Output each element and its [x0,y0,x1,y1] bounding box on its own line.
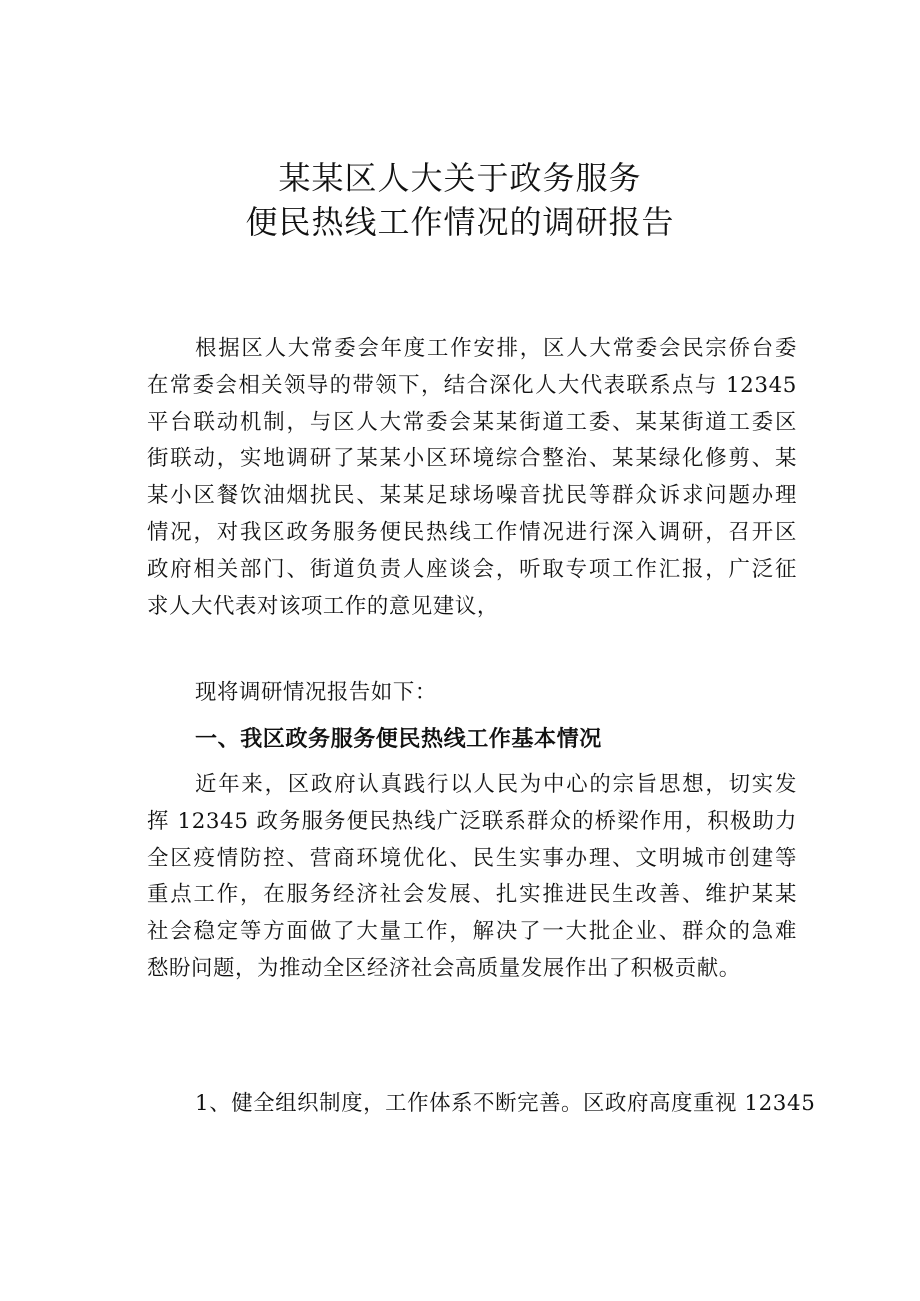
paragraph-line: 某小区餐饮油烟扰民、某某足球场噪音扰民等群众诉求问题办理 [147,483,797,509]
paragraph-line: 全区疫情防控、营商环境优化、民生实事办理、文明城市创建等 [147,845,797,871]
paragraph-line: 社会稳定等方面做了大量工作，解决了一大批企业、群众的急难 [147,919,797,945]
paragraph-line: 挥 12345 政务服务便民热线广泛联系群众的桥梁作用，积极助力 [147,808,797,834]
paragraph-line: 现将调研情况报告如下： [195,680,437,705]
section-heading-1: 一、我区政务服务便民热线工作基本情况 [195,727,602,752]
paragraph-line: 近年来，区政府认真践行以人民为中心的宗旨思想，切实发 [195,772,797,797]
paragraph-line: 愁盼问题，为推动全区经济社会高质量发展作出了积极贡献。 [147,955,741,981]
paragraph-line: 平台联动机制，与区人大常委会某某街道工委、某某街道工委区 [147,409,797,435]
paragraph-line: 根据区人大常委会年度工作安排，区人大常委会民宗侨台委 [195,336,797,361]
document-title-line-1: 某某区人大关于政务服务 [278,159,642,197]
document-title-line-2: 便民热线工作情况的调研报告 [245,203,675,241]
paragraph-line: 情况，对我区政务服务便民热线工作情况进行深入调研，召开区 [147,519,797,545]
paragraph-line: 求人大代表对该项工作的意见建议， [147,593,499,619]
paragraph-basic-situation [147,767,797,988]
paragraph-line: 重点工作，在服务经济社会发展、扎实推进民生改善、维护某某 [147,882,797,908]
paragraph-report-intro [147,675,797,712]
paragraph-line: 在常委会相关领导的带领下，结合深化人大代表联系点与 12345 [147,372,797,398]
paragraph-subsection-1 [147,1086,816,1123]
paragraph-line: 街联动，实地调研了某某小区环境综合整治、某某绿化修剪、某 [147,446,797,472]
paragraph-intro [147,331,797,625]
paragraph-line: 1、健全组织制度，工作体系不断完善。区政府高度重视 12345 [195,1091,816,1116]
paragraph-line: 政府相关部门、街道负责人座谈会，听取专项工作汇报，广泛征 [147,556,797,582]
